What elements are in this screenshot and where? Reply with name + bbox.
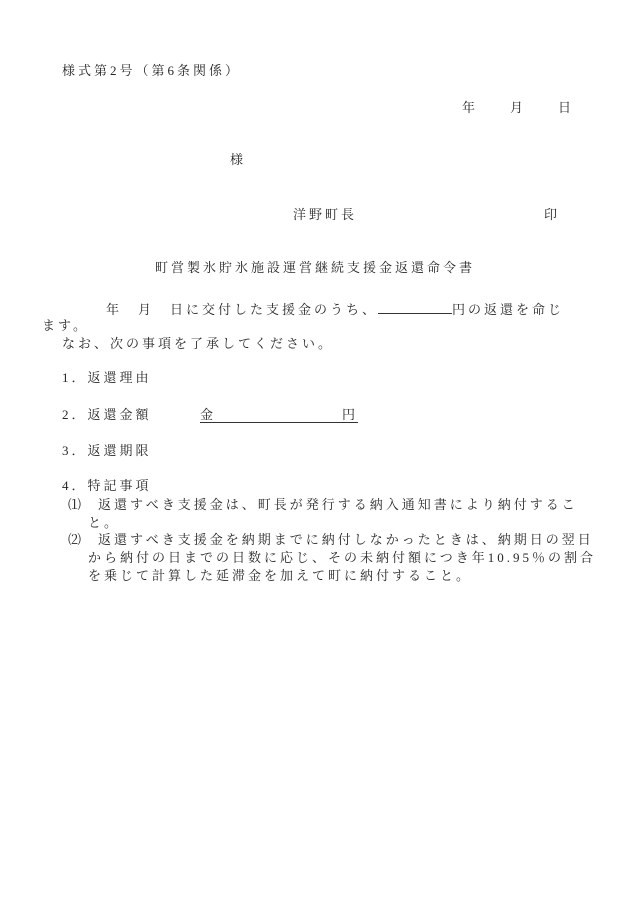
amount-prefix: 金: [200, 407, 217, 422]
note-2-marker: ⑵: [68, 532, 82, 547]
issuer-title: 洋野町長: [293, 207, 358, 222]
item-3-number: 3．: [62, 443, 88, 458]
item-4-special-notes: [62, 478, 152, 493]
item-4-label: 特記事項: [87, 478, 152, 493]
seal-mark: 印: [544, 207, 561, 222]
item-1-reason: [62, 370, 152, 385]
note-2-line-2: から納付の日までの日数に応じ、その未納付額につき年10.95％の割合: [88, 550, 596, 565]
addressee-honorific: 様: [230, 152, 247, 167]
amount-suffix: 円: [341, 407, 358, 422]
note-1-marker: ⑴: [68, 497, 82, 512]
amount-blank-line: [378, 301, 452, 314]
item-2-amount: [62, 407, 152, 422]
note-2-line-1: 返還すべき支援金を納期までに納付しなかったときは、納期日の翌日: [98, 532, 594, 547]
item-3-deadline: [62, 443, 152, 458]
item-2-amount-field: [200, 407, 358, 423]
note-1-line-1: 返還すべき支援金は、町長が発行する納入通知書により納付するこ: [98, 497, 578, 512]
item-2-number: 2．: [62, 407, 88, 422]
form-number: 様式第2号（第6条関係）: [62, 63, 242, 78]
note-2-line-3: を乗じて計算した延滞金を加えて町に納付すること。: [88, 568, 473, 583]
item-1-label: 返還理由: [87, 370, 152, 385]
item-4-number: 4．: [62, 478, 88, 493]
amount-underline: [200, 407, 358, 423]
date-line: 年 月 日: [462, 100, 575, 115]
item-1-number: 1．: [62, 370, 88, 385]
item-3-label: 返還期限: [87, 443, 152, 458]
body-line-1-pre: 年 月 日に交付した支援金のうち、: [42, 302, 379, 317]
body-line-1: [42, 301, 564, 317]
body-line-2: ます。: [42, 318, 89, 333]
item-2-label: 返還金額: [87, 407, 152, 422]
note-1-line-2: と。: [88, 515, 121, 530]
body-line-1-post: 円の返還を命じ: [452, 302, 565, 317]
document-title: 町営製氷貯氷施設運営継続支援金返還命令書: [154, 260, 475, 275]
body-line-3: なお、次の事項を了承してください。: [62, 336, 335, 351]
